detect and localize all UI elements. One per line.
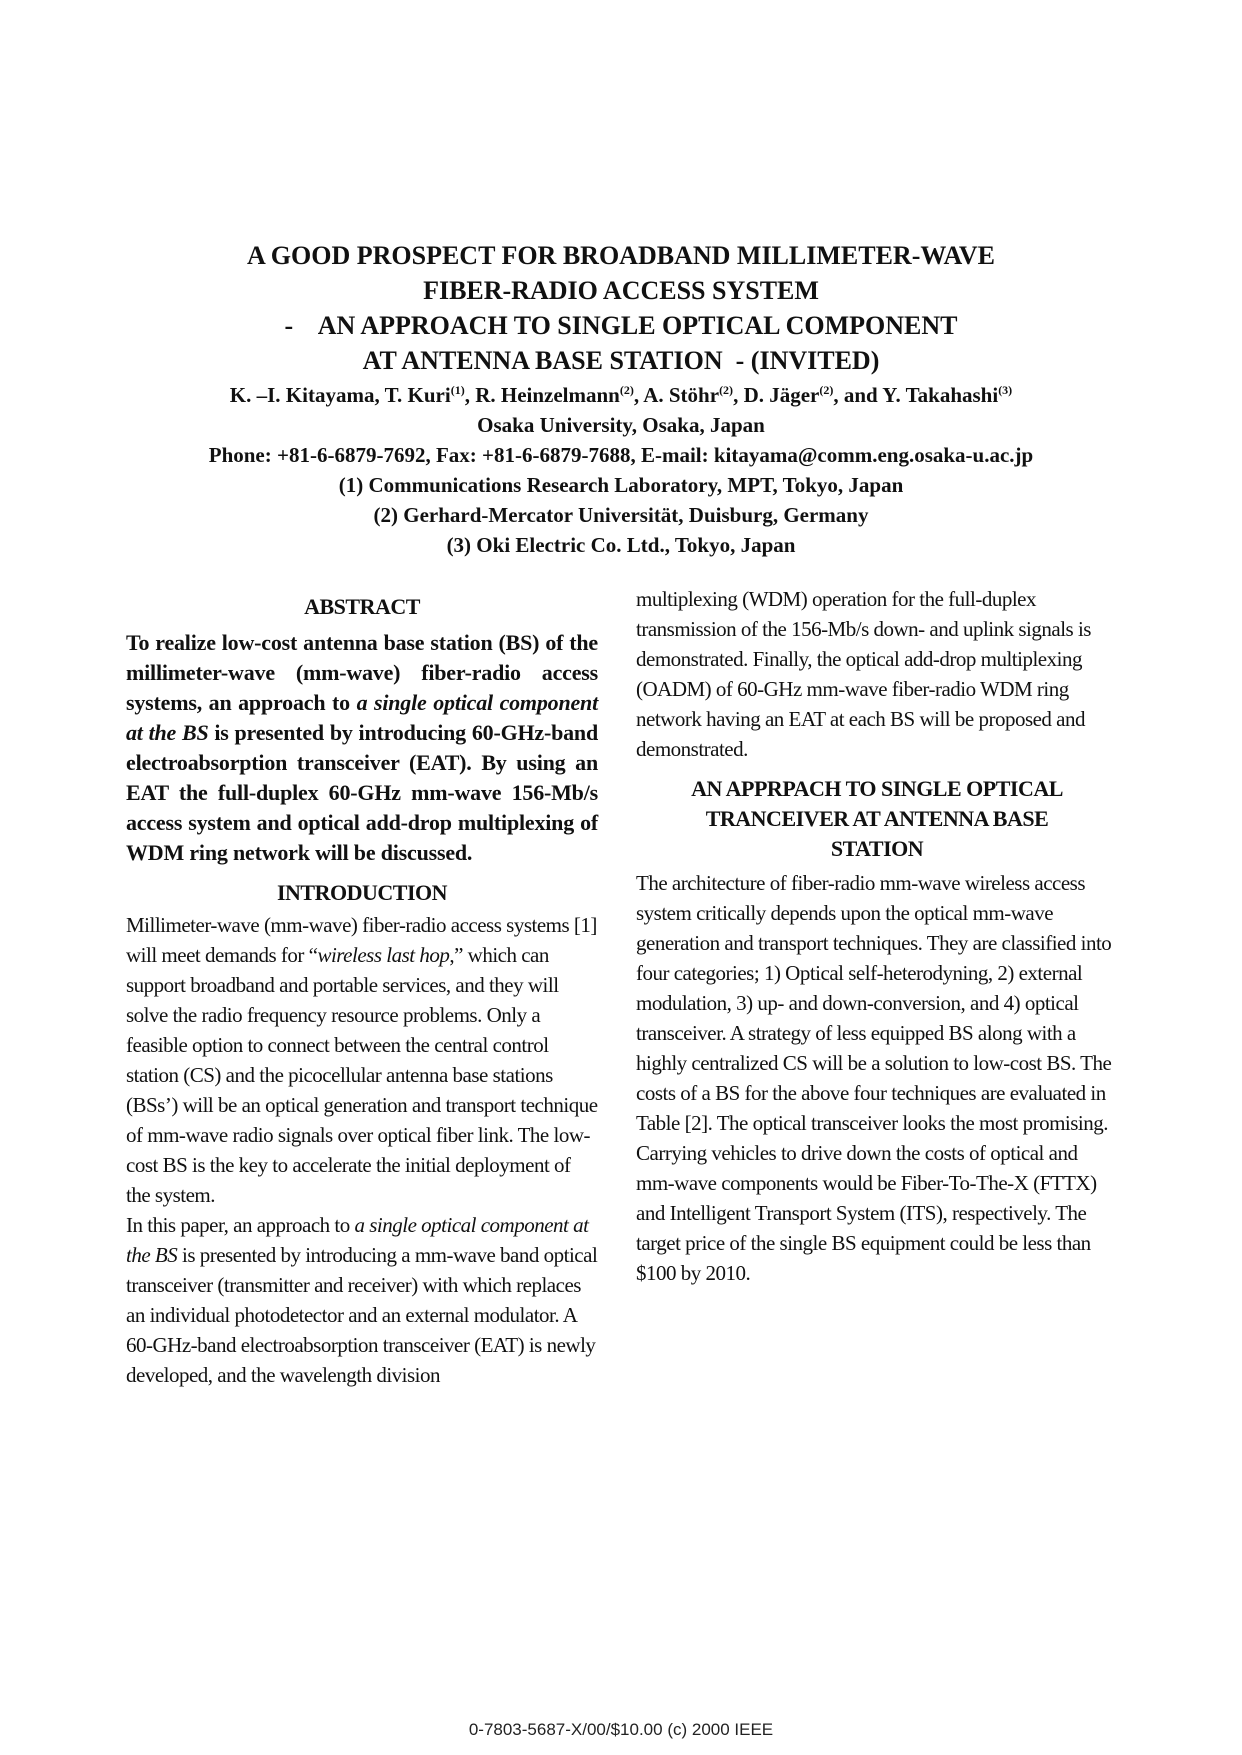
affiliation-2: (2) Gerhard-Mercator Universität, Duisburg, Germany — [373, 503, 869, 527]
right-column — [636, 587, 1118, 1288]
wdm-continuation-paragraph: multiplexing (WDM) operation for the full-duplex transmission of the 156-Mb/s down- and uplink signals is demonstrated. Finally, the optical add-drop multiplexing (OADM) of 60-GHz mm-wave fiber-radio WDM ring network having an EAT at each BS will be proposed and demonstrated. — [636, 587, 1091, 761]
title-line-3: - AN APPROACH TO SINGLE OPTICAL COMPONENT — [284, 311, 958, 340]
title-line-2: FIBER-RADIO ACCESS SYSTEM — [423, 276, 819, 305]
introduction-paragraph-2: In this paper, an approach to a single optical component at the BS is presented by introducing a mm-wave band optical transceiver (transmitter and receiver) with which replaces an individual photodetector and an external modulator. A 60-GHz-band electroabsorption transceiver (EAT) is newly developed, and the wavelength division — [126, 1213, 598, 1387]
left-column — [126, 592, 598, 1390]
title-line-1: A GOOD PROSPECT FOR BROADBAND MILLIMETER-WAVE — [246, 241, 996, 270]
introduction-paragraph-1: Millimeter-wave (mm-wave) fiber-radio access systems [1] will meet demands for “wireless last hop,” which can support broadband and portable services, and they will solve the radio frequency resource problems. Only a feasible option to connect between the central control station (CS) and the picocellular antenna base stations (BSs’) will be an optical generation and transport technique of mm-wave radio signals over optical fiber link. The low-cost BS is the key to accelerate the initial deployment of the system. — [126, 913, 598, 1207]
section-heading-single-transceiver: AN APPRPACH TO SINGLE OPTICAL TRANCEIVER AT ANTENNA BASE STATION — [691, 776, 1063, 861]
author-block — [80, 380, 1162, 560]
abstract-text: To realize low-cost antenna base station (BS) of the millimeter-wave (mm-wave) fiber-radio access systems, an approach to a single optical component at the BS is presented by introducing 60-GHz-band electroabsorption transceiver (EAT). By using an EAT the full-duplex 60-GHz mm-wave 156-Mb/s access system and optical add-drop multiplexing of WDM ring network will be discussed. — [126, 630, 598, 865]
contact-info: Phone: +81-6-6879-7692, Fax: +81-6-6879-7688, E-mail: kitayama@comm.eng.osaka-u.ac.jp — [208, 443, 1034, 467]
paper-title — [100, 238, 1142, 378]
affiliation-3: (3) Oki Electric Co. Ltd., Tokyo, Japan — [446, 533, 796, 557]
title-line-4: AT ANTENNA BASE STATION - (INVITED) — [362, 346, 880, 375]
primary-affiliation: Osaka University, Osaka, Japan — [477, 413, 765, 437]
author-list: K. –I. Kitayama, T. Kuri$^{(1)}$, R. Heinzelmann$^{(2)}$, A. Stöhr$^{(2)}$, D. Jäger$^{(2)}$, and Y. Takahashi$^{(3)}$ — [229, 383, 1013, 407]
architecture-paragraph: The architecture of fiber-radio mm-wave wireless access system critically depends upon the optical mm-wave generation and transport techniques. They are classified into four categories; 1) Optical self-heterodyning, 2) external modulation, 3) up- and down-conversion, and 4) optical transceiver. A strategy of less equipped BS along with a highly centralized CS will be a solution to low-cost BS. The costs of a BS for the above four techniques are evaluated in Table [2]. The optical transceiver looks the most promising. Carrying vehicles to drive down the costs of optical and mm-wave components would be Fiber-To-The-X (FTTX) and Intelligent Transport System (ITS), respectively. The target price of the single BS equipment could be less than $100 by 2010. — [636, 871, 1112, 1285]
introduction-heading: INTRODUCTION — [276, 880, 448, 905]
abstract-heading: ABSTRACT — [304, 594, 420, 619]
copyright-footer: 0-7803-5687-X/00/$10.00 (c) 2000 IEEE — [468, 1720, 774, 1739]
affiliation-1: (1) Communications Research Laboratory, MPT, Tokyo, Japan — [338, 473, 904, 497]
